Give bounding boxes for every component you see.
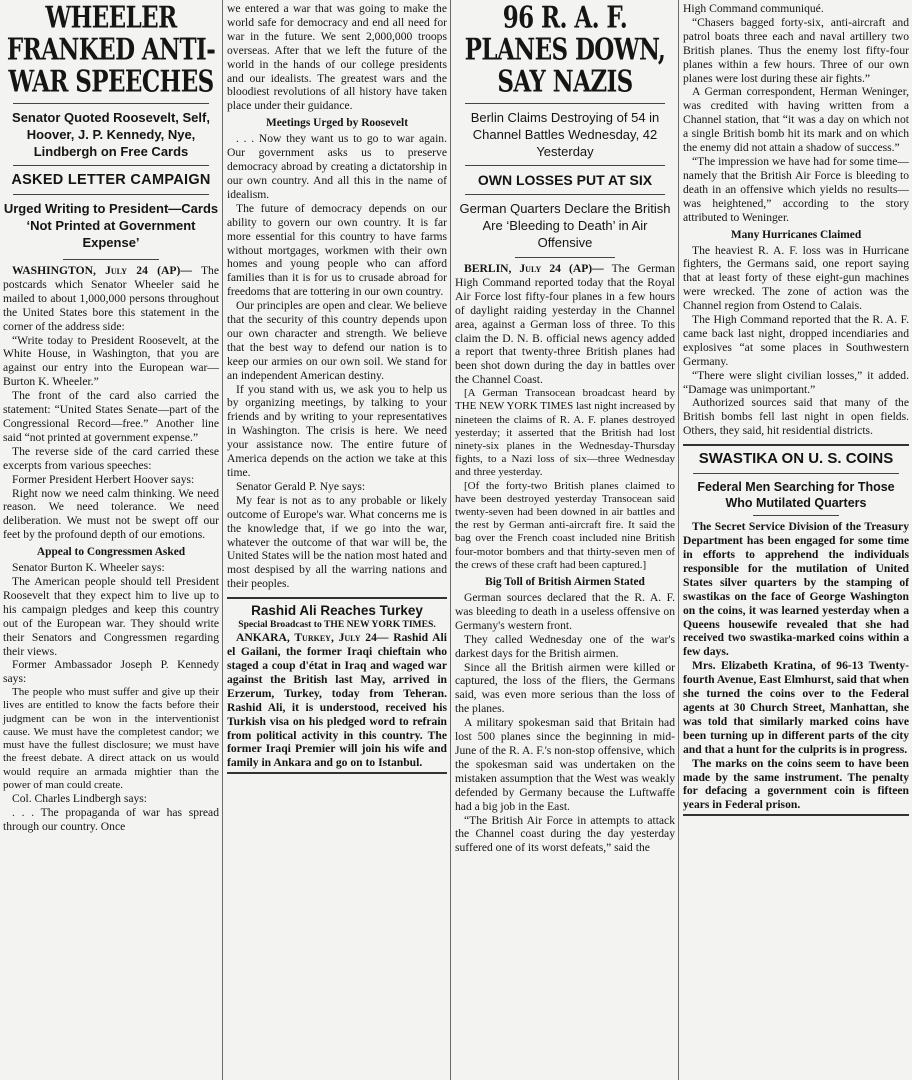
paragraph: High Command communiqué. — [683, 2, 824, 15]
dateline: BERLIN, July 24 (AP)— — [464, 262, 604, 275]
article-wheeler-continued — [224, 0, 450, 1080]
deck-wheeler-2: ASKED LETTER CAMPAIGN — [11, 172, 211, 188]
paragraph: . . . The propaganda of war has spread through our country. Once — [3, 805, 219, 833]
divider — [465, 103, 665, 104]
deck-swastika: Federal Men Searching for Those Who Mutilated Quarters — [697, 480, 895, 511]
paragraph: Former Ambassador Joseph P. Kennedy says: — [3, 658, 219, 686]
paragraph: “Write today to President Roosevelt, at the White House, in Washington, that you are against our entry into the European war—Burton K. Wheeler.” — [3, 333, 219, 389]
paragraph: My fear is not as to any probable or likely outcome of Europe's war. What concerns me is the knowledge that, if we go into the war, whatever the outcome of that war will be, the United States will be the nation most hated and most despised by all the warring nations and their peoples. — [227, 493, 447, 591]
paragraph: “The British Air Force in attempts to attack the Channel coast during the day yesterday suffered one of its worst defeats,” said the — [455, 813, 675, 855]
dateline: ANKARA, Turkey, July 24— — [236, 631, 389, 645]
headline-raf: 96 R. A. F. PLANES DOWN, SAY NAZIS — [464, 0, 666, 100]
paragraph: “Chasers bagged forty-six, anti-aircraft and patrol boats three each and naval artillery two British planes. Thus the enemy lost fifty-four planes within a few hours. Three of our own planes were lost during these air fights.” — [683, 15, 909, 85]
article-raf-continued — [680, 0, 912, 1080]
paragraph: A military spokesman said that Britain had lost 500 planes since the beginning in mid-June of the R. A. F.'s non-stop offensive, which the spokesman said was undertaken on the mistaken assumption that the West was weakly defended by Germany because the Luftwaffe had a big job in the East. — [455, 716, 675, 813]
paragraph: Right now we need calm thinking. We need reason. We need tolerance. We need deliberation. We must not be swept off our feet by the profound depth of our emotions. — [3, 486, 219, 542]
column-rule — [450, 0, 451, 1080]
headline-swastika: SWASTIKA ON U. S. COINS — [698, 450, 894, 468]
paragraph: The future of democracy depends on our ability to govern our own country. It is far more essential for this country to have farms without mortgages, workmen with their own homes and young people who can afford families than it is for us to crusade abroad for freedoms that are tottering in our own country. — [227, 201, 447, 299]
subhead: Meetings Urged by Roosevelt — [265, 117, 409, 130]
paragraph: The marks on the coins seem to have been made by the same instrument. The penalty for defacing a government coin is fifteen years in Federal prison. — [683, 756, 909, 812]
headline-rashid-ali: Rashid Ali Reaches Turkey — [251, 603, 423, 619]
divider — [515, 257, 615, 258]
paragraph: The heaviest R. A. F. loss was in Hurricane fighters, the Germans said, one report saying that at least forty of these eight-gun machines were wrecked. The zone of action was the Channel region from Ostend to Calais. — [683, 243, 909, 313]
paragraph-text: The German High Command reported today that the Royal Air Force lost fifty-four planes in a few hours of daylight raiding yesterday in the Channel area, against a German loss of three. To this claim the D. N. B. official news agency added a report that twenty-three British planes had been shot down during the day in battles over the Channel Coast. — [455, 262, 675, 387]
divider — [13, 194, 209, 195]
paragraph: “The impression we have had for some time—namely that the British Air Force is bleeding to death in an offensive which yields no results—was heightened,” according to the story attributed to Weninger. — [683, 154, 909, 224]
divider — [465, 194, 665, 195]
dateline: WASHINGTON, July 24 (AP)— — [12, 264, 192, 277]
paragraph: [A German Transocean broadcast heard by THE NEW YORK TIMES last night increased by nineteen the claims of R. A. F. planes destroyed yesterday; it asserted that the British had lost ninety-six planes in the Wednesday-Thursday fights, to a Nazi loss of six—three Wednesday and three yesterday. — [455, 387, 675, 479]
divider — [693, 473, 899, 474]
paragraph: The High Command reported that the R. A. F. came back last night, dropped incendiaries and explosives “at some places in Southwestern Germany. — [683, 313, 909, 368]
column-rule — [678, 0, 679, 1080]
paragraph — [227, 631, 447, 770]
paragraph: The people who must suffer and give up their lives are entitled to know the facts before their judgment can be won in the interventionist cause. We must have the completest candor; we must have the fullest disclosure; we must have the freest debate. A direct attack on us would would require an armada mightier than the power of man could create. — [3, 686, 219, 791]
divider — [13, 165, 209, 166]
paragraph: Former President Herbert Hoover says: — [12, 472, 195, 486]
subhead: Appeal to Congressmen Asked — [36, 546, 186, 559]
paragraph: The front of the card also carried the statement: “United States Senate—part of the Congressional Record—free.” Another line said “not printed at government expense.” — [3, 389, 219, 444]
paragraph-text: The postcards which Senator Wheeler said he mailed to about 1,000,000 persons throughout the United States bore this statement in the corner of the address side: — [3, 264, 219, 333]
column-rule — [222, 0, 223, 1080]
paragraph: A German correspondent, Herman Weninger, was credited with having written from a Channel station, that “it was a day on which not a single British bomb hit its mark and on which the enemy did not attain a shadow of success.” — [683, 85, 909, 155]
subhead: Big Toll of British Airmen Stated — [485, 576, 645, 588]
divider — [63, 259, 159, 260]
subhead: Many Hurricanes Claimed — [730, 228, 862, 241]
paragraph — [3, 264, 219, 334]
deck-raf-1: Berlin Claims Destroying of 54 in Channel Battles Wednesday, 42 Yesterday — [470, 110, 660, 159]
paragraph: Our principles are open and clear. We believe that the security of this country depends upon our own character and strength. We believe that the best way to defend our nation is to keep our armies on our own soil. We stand for an independent American destiny. — [227, 299, 447, 382]
divider — [753, 515, 839, 516]
paragraph: we entered a war that was going to make the world safe for democracy and end all need for war in the future. We sent 2,000,000 troops overseas. After that we left the future of the world in the hands of our college presidents and our idealists. The greatest wars and the bloodiest revolutions of all history have taken place under their guidance. — [227, 2, 447, 113]
paragraph: Senator Burton K. Wheeler says: — [12, 561, 165, 575]
divider — [465, 165, 665, 166]
paragraph — [455, 262, 675, 387]
article-swastika-coins — [683, 444, 909, 816]
article-wheeler — [0, 0, 222, 1080]
paragraph: Authorized sources said that many of the British bombs fell last night in open fields. Others, they said, hit residential districts. — [683, 396, 909, 438]
paragraph: [Of the forty-two British planes claimed to have been destroyed yesterday Transocean said twenty-seven had been downed in air battles and the rest by German anti-aircraft fire. It said the bag over the French coast included nine British four-motor bombers and that thirty-seven men of the crews of these craft had been captured.] — [455, 479, 675, 571]
paragraph: The reverse side of the card carried these excerpts from various speeches: — [3, 444, 219, 472]
paragraph: The American people should tell President Roosevelt that they expect him to live up to his campaign pledges and keep this country out of the European war. They should write their Senators and Congressmen regarding their views. — [3, 575, 219, 658]
paragraph: They called Wednesday one of the war's darkest days for the British airmen. — [455, 632, 675, 660]
paragraph: “There were slight civilian losses,” it added. “Damage was unimportant.” — [683, 368, 909, 396]
paragraph: German sources declared that the R. A. F. was bleeding to death in a useless offensive on Germany's western front. — [455, 591, 675, 632]
divider — [13, 103, 209, 104]
paragraph: Col. Charles Lindbergh says: — [12, 791, 148, 805]
paragraph: If you stand with us, we ask you to help us by organizing meetings, by talking to your friends and by writing to your representatives in Washington. The crisis is here. We need your assistance now. The entire future of America depends on the action we take at this time. — [227, 382, 447, 479]
deck-raf-2: OWN LOSSES PUT AT SIX — [477, 172, 653, 188]
article-rashid-ali — [227, 597, 447, 774]
deck-wheeler-1: Senator Quoted Roosevelt, Self, Hoover, J. P. Kennedy, Nye, Lindbergh on Free Cards — [12, 110, 210, 159]
paragraph: The Secret Service Division of the Treasury Department has been engaged for some time in efforts to apprehend the individuals responsible for the mutilation of United States silver quarters by the stamping of swastikas on the face of George Washington on the coins, it was learned yesterday when a Queens housewife revealed that she had received two swastika-marked coins within a few days. — [683, 520, 909, 659]
deck-raf-3: German Quarters Declare the British Are ‘Bleeding to Death’ in Air Offensive — [459, 201, 671, 250]
headline-wheeler: WHEELER FRANKED ANTI-WAR SPEECHES — [6, 0, 216, 100]
paragraph: Mrs. Elizabeth Kratina, of 96-13 Twenty-fourth Avenue, East Elmhurst, said that when she turned the coins over to the Federal agents at 30 Church Street, Manhattan, she was told that similarly marked coins have been turning up in different parts of the city and that a hunt for the culprits is in progress. — [683, 659, 909, 756]
paragraph: . . . Now they want us to go to war again. Our government asks us to preserve democracy abroad by creating a dictatorship in our own country. And all this in the name of idealism. — [227, 132, 447, 201]
deck-wheeler-3: Urged Writing to President—Cards ‘Not Printed at Government Expense’ — [3, 201, 219, 250]
credit-line: Special Broadcast to THE NEW YORK TIMES. — [238, 619, 436, 631]
paragraph: Senator Gerald P. Nye says: — [236, 479, 366, 493]
paragraph: Since all the British airmen were killed or captured, the loss of the fliers, the Germans said, was even more serious than the loss of the planes. — [455, 660, 675, 716]
article-raf-planes — [452, 0, 678, 1080]
paragraph-text: Rashid Ali el Gailani, the former Iraqi chieftain who staged a coup d'état in Iraq and waged war against the British last May, arrived in Erzerum, Turkey, today from Teheran. Rashid Ali, it is understood, received his Turkish visa on his pledged word to refrain from political activity in this country. The former Iraqi Premier will join his wife and family in Ankara and go on to Istanbul. — [227, 631, 447, 770]
